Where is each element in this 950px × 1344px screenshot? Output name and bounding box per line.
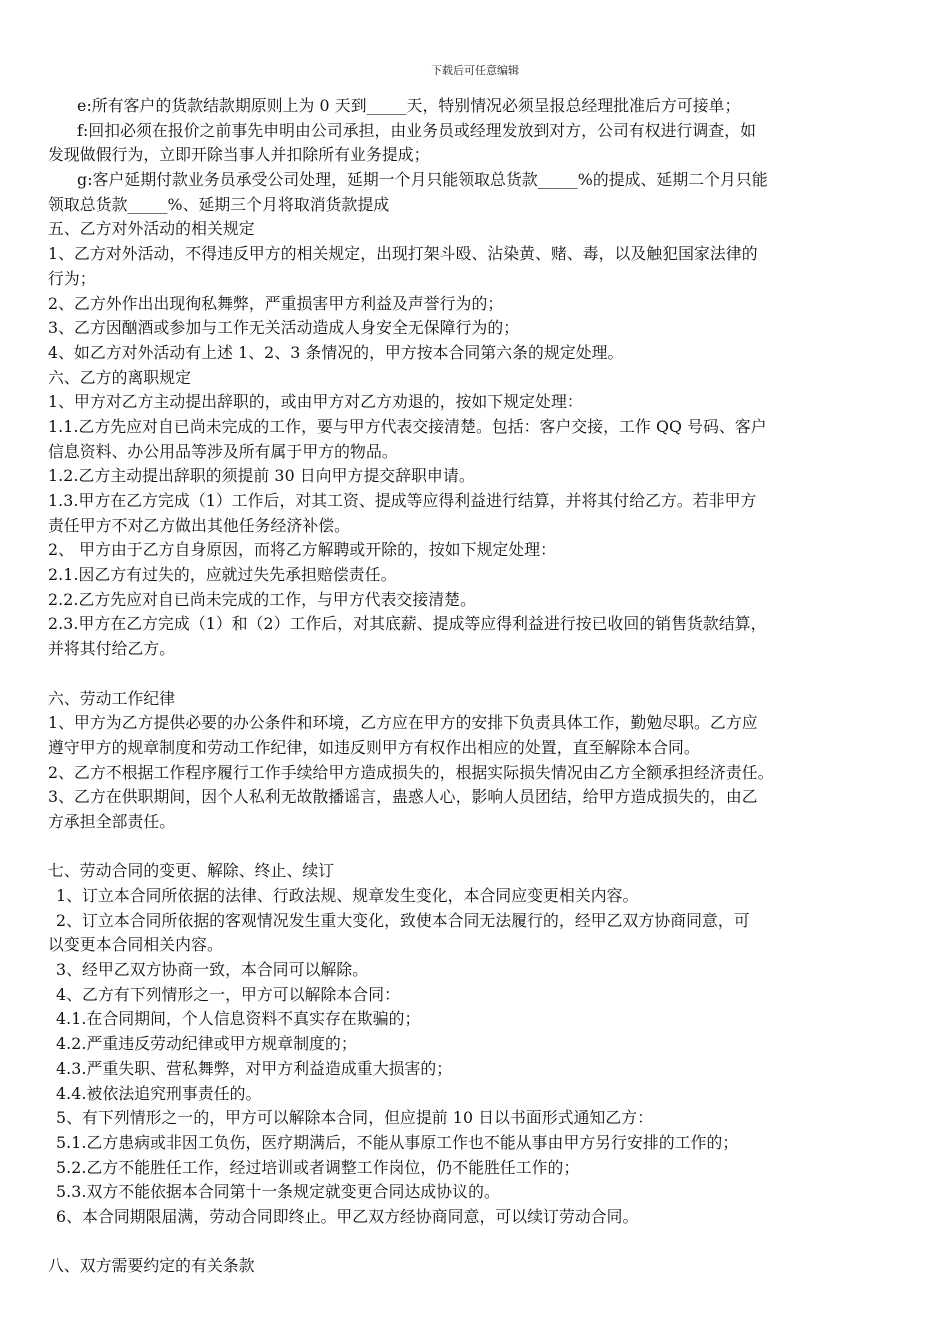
- blank-line: [48, 835, 910, 860]
- text-line: 5.2.乙方不能胜任工作，经过培训或者调整工作岗位，仍不能胜任工作的；: [56, 1157, 580, 1177]
- text-line: 信息资料、办公用品等涉及所有属于甲方的物品。: [48, 441, 398, 461]
- text-line: e:所有客户的货款结款期原则上为 0 天到_____天，特别情况必须呈报总经理批准后方可接单；: [77, 96, 741, 115]
- section-heading: 八、双方需要约定的有关条款: [48, 1256, 255, 1276]
- text-line: 6、本合同期限届满，劳动合同即终止。甲乙双方经协商同意，可以续订劳动合同。: [56, 1206, 639, 1226]
- text-line: 3、乙方因酗酒或参加与工作无关活动造成人身安全无保障行为的；: [48, 318, 520, 338]
- text-line: 2.2.乙方先应对自已尚未完成的工作，与甲方代表交接清楚。: [48, 589, 476, 609]
- blank-line: [48, 1230, 910, 1255]
- text-line: 1、甲方为乙方提供必要的办公条件和环境，乙方应在甲方的安排下负责具体工作，勤勉尽职。乙方应: [48, 713, 758, 733]
- text-line: 3、经甲乙双方协商一致，本合同可以解除。: [56, 960, 369, 980]
- text-line: 3、乙方在供职期间，因个人私利无故散播谣言，蛊惑人心，影响人员团结，给甲方造成损失的，由乙: [48, 787, 758, 807]
- text-line: 并将其付给乙方。: [48, 639, 176, 659]
- text-line: 1、订立本合同所依据的法律、行政法规、规章发生变化，本合同应变更相关内容。: [56, 886, 639, 905]
- text-line: 2、 甲方由于乙方自身原因，而将乙方解聘或开除的，按如下规定处理：: [48, 540, 557, 560]
- text-line: 5、有下列情形之一的，甲方可以解除本合同，但应提前 10 日以书面形式通知乙方：: [56, 1108, 654, 1128]
- section-heading: 五、乙方对外活动的相关规定: [48, 219, 255, 239]
- section-heading: 六、劳动工作纪律: [48, 688, 176, 708]
- section-heading: 七、劳动合同的变更、解除、终止、续订: [48, 861, 335, 881]
- text-line: 发现做假行为，立即开除当事人并扣除所有业务提成；: [48, 145, 430, 165]
- text-line: 5.3.双方不能依据本合同第十一条规定就变更合同达成协议的。: [56, 1182, 500, 1202]
- text-line: 5.1.乙方患病或非因工负伤，医疗期满后，不能从事原工作也不能从事由甲方另行安排的工作的；: [56, 1132, 739, 1152]
- blank-line: [48, 662, 910, 687]
- text-line: 行为；: [48, 268, 96, 288]
- text-line: 4.1.在合同期间，个人信息资料不真实存在欺骗的；: [56, 1009, 421, 1029]
- section-heading: 六、乙方的离职规定: [48, 367, 192, 387]
- text-line: 4.3.严重失职、营私舞弊，对甲方利益造成重大损害的；: [56, 1058, 453, 1078]
- text-line: 2、订立本合同所依据的客观情况发生重大变化，致使本合同无法履行的，经甲乙双方协商同意，可: [56, 910, 750, 930]
- text-line: 1.1.乙方先应对自已尚未完成的工作，要与甲方代表交接清楚。包括：客户交接，工作 QQ 号码、客户: [48, 416, 767, 436]
- text-line: 4、乙方有下列情形之一，甲方可以解除本合同：: [56, 984, 400, 1004]
- text-line: 1.3.甲方在乙方完成（1）工作后，对其工资、提成等应得利益进行结算，并将其付给乙方。若非甲方: [48, 491, 757, 510]
- text-line: f:回扣必须在报价之前事先申明由公司承担，由业务员或经理发放到对方，公司有权进行调查，如: [77, 120, 757, 140]
- text-line: 1、乙方对外活动，不得违反甲方的相关规定，出现打架斗殴、沾染黄、赌、毒，以及触犯国家法律的: [48, 244, 758, 264]
- text-line: 2.1.因乙方有过失的，应就过失先承担赔偿责任。: [48, 565, 397, 585]
- text-line: 4.2.严重违反劳动纪律或甲方规章制度的；: [56, 1034, 357, 1054]
- text-line: 责任甲方不对乙方做出其他任务经济补偿。: [48, 515, 351, 535]
- text-line: 遵守甲方的规章制度和劳动工作纪律，如违反则甲方有权作出相应的处置，直至解除本合同。: [48, 737, 700, 757]
- header-note: 下载后可任意编辑: [431, 64, 519, 77]
- text-line: 以变更本合同相关内容。: [48, 935, 223, 955]
- text-line: 2、乙方不根据工作程序履行工作手续给甲方造成损失的，根据实际损失情况由乙方全额承担经济责任。: [48, 762, 774, 782]
- contract-body: [48, 94, 910, 1279]
- text-line: 2、乙方外作出出现徇私舞弊，严重损害甲方利益及声誉行为的；: [48, 293, 504, 313]
- text-line: 1.2.乙方主动提出辞职的须提前 30 日向甲方提交辞职申请。: [48, 466, 475, 486]
- text-line: g:客户延期付款业务员承受公司处理，延期一个月只能领取总货款_____%的提成、延期二个月只能: [77, 170, 768, 190]
- text-line: 4.4.被依法追究刑事责任的。: [56, 1083, 262, 1103]
- text-line: 方承担全部责任。: [48, 811, 176, 831]
- text-line: 2.3.甲方在乙方完成（1）和（2）工作后，对其底薪、提成等应得利益进行按已收回的销售货款结算，: [48, 614, 767, 634]
- text-line: 领取总货款_____%、延期三个月将取消货款提成: [48, 194, 390, 214]
- text-line: 4、如乙方对外活动有上述 1、2、3 条情况的，甲方按本合同第六条的规定处理。: [48, 342, 624, 362]
- text-line: 1、甲方对乙方主动提出辞职的，或由甲方对乙方劝退的，按如下规定处理：: [48, 392, 583, 412]
